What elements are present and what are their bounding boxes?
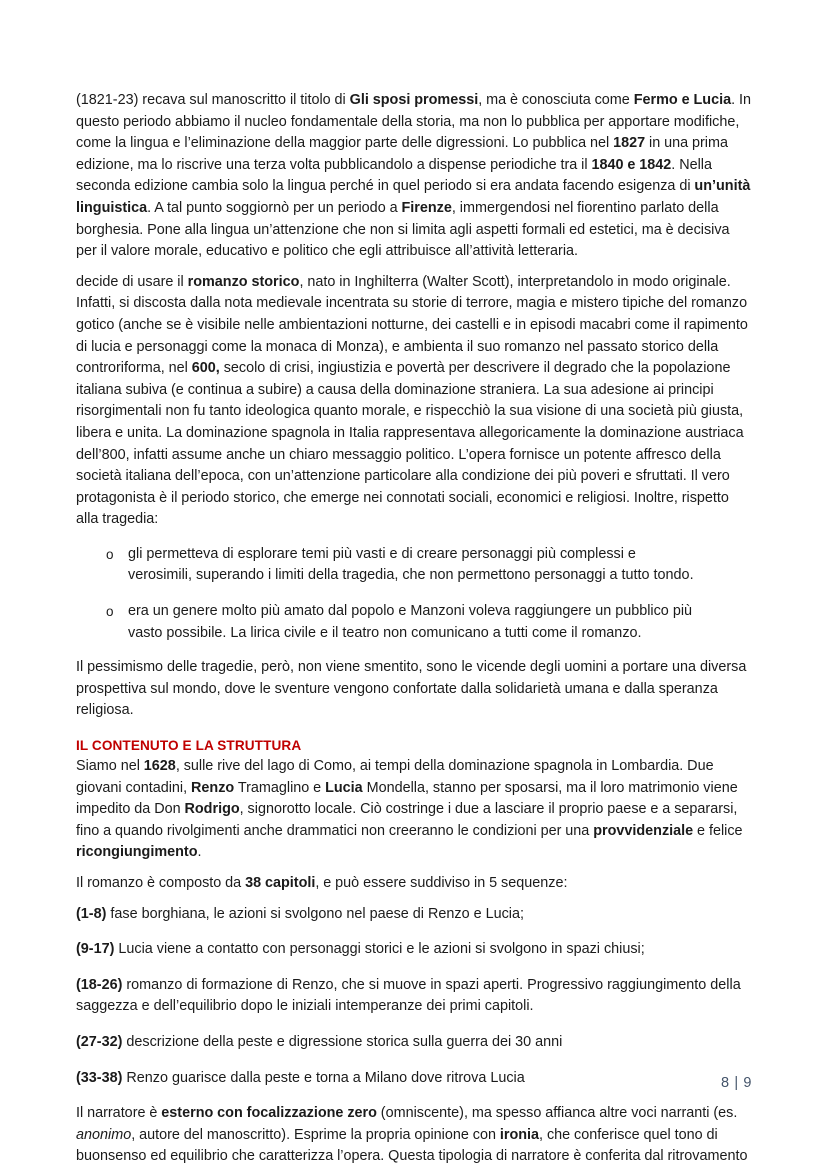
text-run: anonimo [76, 1126, 132, 1143]
text-run: Gli sposi promessi [349, 92, 479, 108]
text-run: (18-26) [76, 976, 123, 993]
text-run: e felice [693, 822, 743, 839]
text-run: un’unità linguistica [76, 178, 751, 216]
text-run: (1-8) [76, 905, 107, 922]
text-run: (omniscente), ma spesso affianca altre voci narranti (es. [376, 1105, 738, 1122]
text-run: 1827 [613, 135, 646, 152]
tragedy-comparison-list [76, 544, 752, 644]
list-item-text: era un genere molto più amato dal popolo e Manzoni voleva raggiungere un pubblico più vasto possibile. La lirica civile e il teatro non comunicano a tutti come il romanzo. [128, 603, 693, 641]
text-run: Il romanzo è composto da [76, 875, 246, 891]
paragraph-capitoli [76, 873, 752, 895]
sequence-9-17 [76, 939, 752, 961]
text-run: . [197, 844, 202, 861]
text-run: . A tal punto soggiornò per un periodo a [147, 199, 402, 216]
text-run: Renzo guarisce dalla peste e torna a Milano dove ritrova Lucia [122, 1069, 525, 1086]
text-run: , immergendosi nel fiorentino parlato della borghesia. Pone alla lingua un’attenzione che non si limita agli aspetti formali ed estetici, ma è decisiva per il valore morale, educativo e politico che egli attribuisce all’attività letteraria. [76, 199, 730, 260]
sequence-33-38 [76, 1068, 752, 1090]
text-run: ricongiungimento [76, 844, 198, 861]
text-run: 600, [191, 360, 220, 377]
text-run: 38 capitoli [245, 875, 316, 891]
paragraph-romanzo-storico [76, 272, 752, 531]
text-run: fase borghiana, le azioni si svolgono nel paese di Renzo e Lucia; [106, 905, 524, 922]
text-run: secolo di crisi, ingiustizia e povertà per descrivere il degrado che la popolazione italiana subiva (e continua a subire) a causa della dominazione straniera. La sua adesione ai principi risorgimentali non fu tanto ideologica quanto morale, e rispecchiò la sua visione di una società più giusta, libera e unita. La dominazione spagnola in Italia rappresentava allegoricamente la dominazione austriaca dell’800, infatti assume anche un chiaro messaggio politico. L’opera fornisce un potente affresco della società italiana dell’epoca, con un’attenzione particolare alla condizione dei più poveri e sfruttati. Il vero protagonista è il periodo storico, che emerge nei connotati sociali, economici e religiosi. Inoltre, rispetto alla tragedia: [76, 360, 744, 528]
paragraph-pessimismo [76, 657, 752, 722]
text-run: in una prima edizione, ma lo riscrive una terza volta pubblicandolo a dispense periodiche tra il [76, 135, 728, 173]
page-number-footer: 8 | 9 [721, 1075, 752, 1091]
text-run: . In questo periodo abbiamo il nucleo fondamentale della storia, ma non lo pubblica per apportare modifiche, come la lingua e l’eliminazione della maggior parte delle digressioni. Lo pubblica nel [76, 92, 751, 152]
page-content [76, 90, 752, 1168]
text-run: romanzo storico [187, 273, 300, 290]
bullet-circle-icon: o [106, 546, 114, 562]
text-run: Firenze [401, 199, 452, 216]
text-run: , sulle rive del lago di Como, ai tempi della dominazione spagnola in Lombardia. Due giovani contadini, [76, 758, 714, 796]
paragraph-fermo-e-lucia [76, 90, 752, 263]
text-run: ironia [499, 1126, 540, 1143]
list-item [76, 544, 700, 587]
text-run: (27-32) [76, 1033, 123, 1050]
text-run: romanzo di formazione di Renzo, che si muove in spazi aperti. Progressivo raggiungimento della saggezza e dell’equilibrio dopo le iniziali intemperanze dei primi capitoli. [76, 976, 741, 1015]
text-run: , che conferisce quel tono di buonsenso ed equilibrio che caratterizza l’opera. Questa tipologia di narratore è conferita dal ritrovamento [76, 1126, 748, 1165]
text-run: Lucia viene a contatto con personaggi storici e le azioni si svolgono in spazi chiusi; [114, 941, 645, 958]
text-run: (1821-23) recava sul manoscritto il titolo di [76, 92, 350, 108]
text-run: , signorotto locale. Ciò costringe i due a lasciare il proprio paese e a separarsi, fino a quando rivolgimenti anche drammatici non creeranno le condizioni per una [76, 801, 738, 839]
text-run: 1628 [143, 758, 176, 775]
text-run: provvidenziale [593, 822, 694, 839]
text-run: Tramaglino e [234, 779, 326, 796]
sequence-18-26 [76, 975, 752, 1018]
text-run: (33-38) [76, 1069, 123, 1086]
text-run: decide di usare il [76, 273, 188, 290]
paragraph-narratore [76, 1103, 752, 1168]
section-heading-contenuto-struttura: IL CONTENUTO E LA STRUTTURA [76, 738, 302, 754]
text-run: . Nella seconda edizione cambia solo la lingua perché in quel periodo si era andata facendo esigenza di [76, 156, 712, 195]
text-run: 1840 e 1842 [591, 156, 672, 173]
text-run: Lucia [325, 779, 363, 796]
text-run: Rodrigo [184, 801, 240, 818]
text-run: , autore del manoscritto). Esprime la propria opinione con [131, 1126, 500, 1143]
list-item-text: gli permetteva di esplorare temi più vasti e di creare personaggi più complessi e verosimili, superando i limiti della tragedia, che non permettono personaggi a tutto tondo. [128, 545, 694, 584]
paragraph-trama [76, 756, 752, 864]
text-run: , ma è conosciuta come [478, 92, 634, 108]
text-run: , nato in Inghilterra (Walter Scott), interpretandolo in modo originale. Infatti, si discosta dalla nota medievale incentrata su storie di terrore, magia e mistero tipiche del romanzo gotico (anche se è visibile nelle ambientazioni notturne, dei castelli e in episodi macabri come il rapimento di lucia e personaggi come la monaca di Monza), e ambienta il suo romanzo nel passato storico della controriforma, nel [76, 273, 748, 377]
text-run: Il narratore è [76, 1105, 162, 1122]
list-item [76, 601, 700, 644]
text-run: descrizione della peste e digressione storica sulla guerra dei 30 anni [122, 1033, 563, 1050]
text-run: esterno con focalizzazione zero [161, 1105, 377, 1122]
text-run: Siamo nel [76, 758, 144, 775]
text-run: Renzo [191, 779, 235, 796]
text-run: , e può essere suddiviso in 5 sequenze: [315, 875, 568, 891]
bullet-circle-icon: o [106, 604, 114, 620]
sequence-1-8 [76, 904, 752, 926]
text-run: Mondella, stanno per sposarsi, ma il loro matrimonio viene impedito da Don [76, 779, 738, 818]
sequence-27-32 [76, 1032, 752, 1054]
text-run: (9-17) [76, 941, 115, 958]
text-run: Fermo e Lucia [633, 92, 732, 108]
text-run: Il pessimismo delle tragedie, però, non viene smentito, sono le vicende degli uomini a portare una diversa prospettiva sul mondo, dove le sventure vengono confortate dalla solidarietà umana e dalla speranza religiosa. [76, 659, 747, 719]
